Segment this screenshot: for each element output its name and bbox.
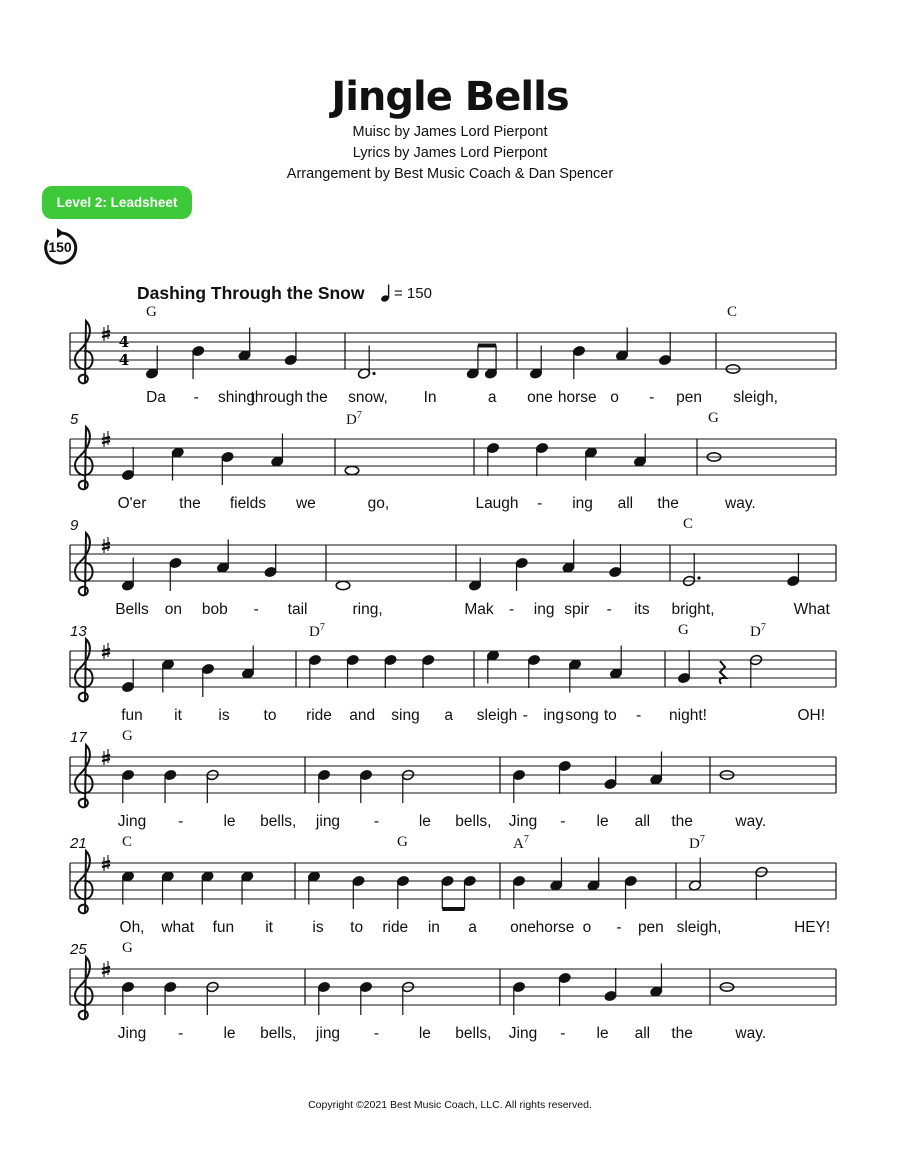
measure-number: 13	[70, 623, 87, 640]
quarter-rest-icon	[720, 661, 726, 684]
chord-symbol	[689, 834, 705, 853]
lyric-hyphen: -	[537, 495, 543, 512]
lyric-syllable: bells,	[455, 1025, 492, 1042]
treble-clef-icon	[75, 957, 93, 1019]
measure-number: 17	[70, 729, 87, 746]
chord-symbol	[146, 304, 157, 321]
chord-root: G	[678, 622, 689, 638]
lyric-syllable: what	[161, 919, 195, 936]
lyric-syllable: bells,	[260, 813, 297, 830]
chord-extension: 7	[356, 410, 362, 421]
lyric-syllable: to	[603, 707, 617, 724]
lyric-syllable: it	[174, 707, 182, 724]
arrangement-credit: Arrangement by Best Music Coach & Dan Spencer	[286, 166, 614, 182]
chord-root: G	[397, 834, 408, 850]
lyric-syllable: all	[617, 495, 634, 512]
lyric-syllable: Jing	[508, 813, 538, 830]
lyric-syllable: jing	[315, 1025, 341, 1042]
lyric-hyphen: -	[253, 601, 259, 618]
lyric-syllable: le	[418, 1025, 431, 1042]
chord-symbol	[727, 304, 737, 321]
lyric-syllable: shing	[217, 389, 256, 406]
lyric-syllable: way.	[735, 813, 767, 830]
lyric-syllable: HEY!	[794, 919, 831, 936]
lyric-syllable: a	[487, 389, 497, 406]
chord-root: G	[122, 940, 133, 956]
chord-root: D	[689, 836, 700, 852]
lyric-syllable: In	[423, 389, 437, 406]
lyric-syllable: all	[634, 813, 651, 830]
lyric-syllable: the	[179, 495, 201, 512]
lyric-syllable: Jing	[117, 1025, 147, 1042]
lyric-syllable: one	[527, 389, 553, 406]
lyric-syllable: bells,	[260, 1025, 297, 1042]
lyric-syllable: ing	[533, 601, 555, 618]
lyric-syllable: through	[250, 389, 304, 406]
lyric-syllable: and	[349, 707, 376, 724]
lyric-hyphen: -	[178, 813, 184, 830]
lyric-syllable: bob	[201, 601, 228, 618]
treble-clef-icon	[75, 745, 93, 807]
lyric-syllable: song	[565, 707, 599, 724]
whole-note	[336, 581, 350, 589]
lyric-hyphen: -	[178, 1025, 184, 1042]
treble-clef-icon	[75, 851, 93, 913]
lyric-syllable: ride	[306, 707, 332, 724]
lyric-syllable: What	[793, 601, 830, 618]
measure-number: 9	[70, 517, 79, 534]
lyric-hyphen: -	[522, 707, 528, 724]
lyric-hyphen: -	[373, 1025, 380, 1042]
lyric-syllable: on	[164, 601, 183, 618]
dot	[697, 576, 700, 579]
lyric-syllable: sleigh,	[733, 389, 778, 406]
chord-symbol	[397, 834, 408, 851]
lyric-syllable: Mak	[464, 601, 494, 618]
lyric-syllable: the	[671, 1025, 693, 1042]
lyric-hyphen: -	[373, 813, 380, 830]
lyric-syllable: o	[610, 389, 619, 406]
lyric-syllable: Jing	[508, 1025, 538, 1042]
lyric-syllable: pen	[676, 389, 702, 406]
lyric-syllable: Oh,	[119, 919, 145, 936]
lyric-syllable: fun	[121, 707, 143, 724]
lyric-syllable: way.	[735, 1025, 767, 1042]
lyric-syllable: o	[582, 919, 592, 936]
measure-number: 25	[70, 941, 87, 958]
lyric-syllable: the	[671, 813, 693, 830]
page-title: Jingle Bells	[331, 74, 569, 120]
chord-symbol	[346, 410, 362, 429]
chord-extension: 7	[319, 622, 325, 633]
lyric-hyphen: -	[636, 707, 642, 724]
section-title: Dashing Through the Snow	[137, 283, 365, 303]
chord-symbol	[122, 940, 133, 957]
lyric-syllable: tail	[287, 601, 308, 618]
lyric-syllable: all	[634, 1025, 651, 1042]
lyric-syllable: sleigh,	[676, 919, 722, 936]
treble-clef-icon	[75, 533, 93, 595]
lyric-syllable: le	[418, 813, 431, 830]
chord-symbol	[122, 834, 132, 851]
lyric-syllable: ing	[572, 495, 593, 512]
lyric-syllable: fun	[212, 919, 235, 936]
chord-root: D	[346, 412, 357, 428]
lyric-syllable: to	[350, 919, 364, 936]
chord-root: C	[727, 304, 738, 320]
chord-extension: 7	[760, 622, 766, 633]
treble-clef-icon	[75, 321, 93, 383]
chord-root: D	[750, 624, 761, 640]
lyric-syllable: it	[265, 919, 273, 936]
lyric-syllable: ride	[382, 919, 409, 936]
level-badge: Level 2: Leadsheet	[42, 186, 192, 219]
dot	[372, 372, 375, 375]
lyric-hyphen: -	[193, 389, 199, 406]
chord-extension: 7	[523, 834, 529, 845]
lyric-syllable: its	[634, 601, 650, 618]
measure-number: 21	[70, 835, 87, 852]
lyric-syllable: we	[295, 495, 316, 512]
lyric-hyphen: -	[606, 601, 612, 618]
time-signature-top: 4	[118, 333, 130, 351]
lyric-syllable: a	[444, 707, 454, 724]
lyric-syllable: snow,	[348, 389, 388, 406]
chord-extension: 7	[699, 834, 705, 845]
music-credit: Muisc by James Lord Pierpont	[352, 124, 548, 140]
lyric-syllable: bells,	[455, 813, 492, 830]
lyric-syllable: le	[596, 813, 609, 830]
lyric-syllable: Da	[146, 389, 166, 406]
lyric-syllable: le	[223, 813, 236, 830]
lyric-syllable: go,	[367, 495, 390, 512]
treble-clef-icon	[75, 427, 93, 489]
lyric-syllable: ing	[543, 707, 565, 724]
lyric-syllable: way.	[725, 495, 756, 512]
lyric-syllable: jing	[315, 813, 341, 830]
lyric-syllable: sleigh	[476, 707, 518, 724]
lyric-syllable: pen	[637, 919, 664, 936]
chord-root: C	[122, 834, 133, 850]
chord-symbol	[122, 728, 133, 745]
chord-root: G	[122, 728, 133, 744]
lyric-syllable: bright,	[671, 601, 715, 618]
lyric-hyphen: -	[560, 1025, 566, 1042]
lyric-syllable: in	[427, 919, 440, 936]
chord-root: A	[513, 836, 524, 852]
chord-root: G	[708, 410, 719, 426]
time-signature-bottom: 4	[118, 351, 130, 369]
copyright: Copyright ©2021 Best Music Coach, LLC. All rights reserved.	[308, 1099, 592, 1111]
chord-symbol	[683, 516, 693, 533]
tempo-value: = 150	[394, 284, 432, 302]
lyric-syllable: the	[306, 389, 328, 406]
lyric-syllable: a	[468, 919, 477, 936]
tempo-icon-value: 150	[48, 239, 72, 255]
lyric-syllable: OH!	[797, 707, 826, 724]
lyric-syllable: is	[218, 707, 230, 724]
lyric-syllable: horse	[535, 919, 575, 936]
chord-symbol	[750, 622, 766, 641]
treble-clef-icon	[75, 639, 93, 701]
lyric-syllable: night!	[669, 707, 707, 724]
lyric-syllable: to	[263, 707, 277, 724]
chord-symbol	[309, 622, 325, 641]
lyric-syllable: ring,	[352, 601, 383, 618]
lyric-syllable: the	[657, 495, 679, 512]
lyric-syllable: horse	[557, 389, 597, 406]
lyric-hyphen: -	[560, 813, 566, 830]
lyric-syllable: le	[596, 1025, 609, 1042]
lyric-syllable: spir	[564, 601, 590, 618]
lyric-syllable: Laugh	[475, 495, 519, 512]
lyric-syllable: Bells	[115, 601, 149, 618]
lyric-hyphen: -	[649, 389, 655, 406]
chord-root: G	[146, 304, 157, 320]
lyric-syllable: O'er	[117, 495, 147, 512]
chord-symbol	[708, 410, 719, 427]
chord-symbol	[678, 622, 689, 639]
lyric-syllable: sing	[391, 707, 420, 724]
chord-root: C	[683, 516, 694, 532]
chord-root: D	[309, 624, 320, 640]
measure-number: 5	[70, 411, 79, 428]
lyric-hyphen: -	[508, 601, 515, 618]
lyric-syllable: fields	[229, 495, 266, 512]
lyric-hyphen: -	[616, 919, 622, 936]
lyric-syllable: Jing	[117, 813, 147, 830]
lyric-syllable: is	[312, 919, 324, 936]
lyrics-credit: Lyrics by James Lord Pierpont	[352, 145, 548, 161]
chord-symbol	[513, 834, 529, 853]
lyric-syllable: one	[510, 919, 536, 936]
whole-note	[345, 466, 359, 474]
lyric-syllable: le	[223, 1025, 236, 1042]
